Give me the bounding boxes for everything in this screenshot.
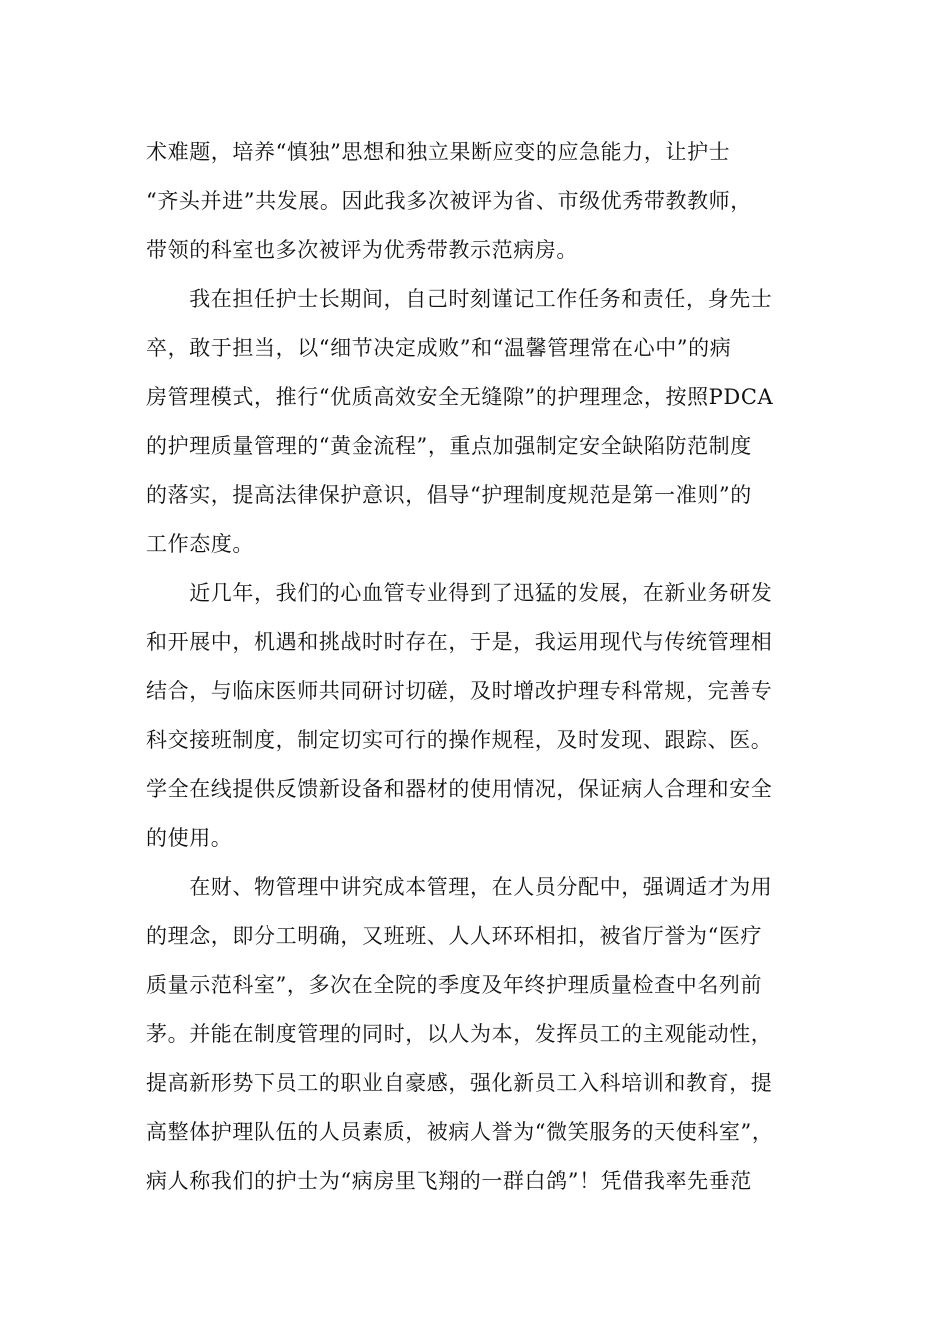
text-line: 卒，敢于担当，以“细节决定成败”和“温馨管理常在心中”的病 [146, 336, 732, 360]
text-line: 病人称我们的护士为“病房里飞翔的一群白鸽”！凭借我率先垂范 [146, 1169, 752, 1193]
text-line: 的护理质量管理的“黄金流程”，重点加强制定安全缺陷防范制度 [146, 434, 752, 458]
text-line: 带领的科室也多次被评为优秀带教示范病房。 [146, 238, 578, 262]
text-line: 我在担任护士长期间，自己时刻谨记工作任务和责任，身先士 [146, 287, 773, 311]
text-line: 工作态度。 [146, 532, 254, 556]
text-line: 和开展中，机遇和挑战时时存在，于是，我运用现代与传统管理相 [146, 630, 773, 654]
text-line: “齐头并进”共发展。因此我多次被评为省、市级优秀带教教师， [146, 189, 752, 213]
text-line: 学全在线提供反馈新设备和器材的使用情况，保证病人合理和安全 [146, 777, 773, 801]
paragraph-3 [146, 569, 806, 863]
text-line: 术难题，培养“慎独”思想和独立果断应变的应急能力，让护士 [146, 140, 731, 164]
text-line: 科交接班制度，制定切实可行的操作规程，及时发现、跟踪、医。 [146, 728, 773, 752]
text-line: 结合，与临床医师共同研讨切磋，及时增改护理专科常规，完善专 [146, 679, 773, 703]
text-line: 的使用。 [146, 826, 233, 850]
text-line: 高整体护理队伍的人员素质，被病人誉为“微笑服务的天使科室”， [146, 1120, 774, 1144]
text-line: 质量示范科室”，多次在全院的季度及年终护理质量检查中名列前 [146, 973, 763, 997]
text-line: 在财、物管理中讲究成本管理，在人员分配中，强调适才为用 [146, 875, 773, 899]
paragraph-1 [146, 128, 806, 275]
text-line: 近几年，我们的心血管专业得到了迅猛的发展，在新业务研发 [146, 581, 773, 605]
document-body [146, 128, 806, 1206]
paragraph-4 [146, 863, 806, 1206]
paragraph-2 [146, 275, 806, 569]
text-line: 的落实，提高法律保护意识，倡导“护理制度规范是第一准则”的 [146, 483, 752, 507]
text-line: 房管理模式，推行“优质高效安全无缝隙”的护理理念，按照PDCA [146, 385, 774, 409]
text-line: 茅。并能在制度管理的同时，以人为本，发挥员工的主观能动性， [146, 1022, 773, 1046]
text-line: 的理念，即分工明确，又班班、人人环环相扣，被省厅誉为“医疗 [146, 924, 763, 948]
text-line: 提高新形势下员工的职业自豪感，强化新员工入科培训和教育，提 [146, 1071, 773, 1095]
